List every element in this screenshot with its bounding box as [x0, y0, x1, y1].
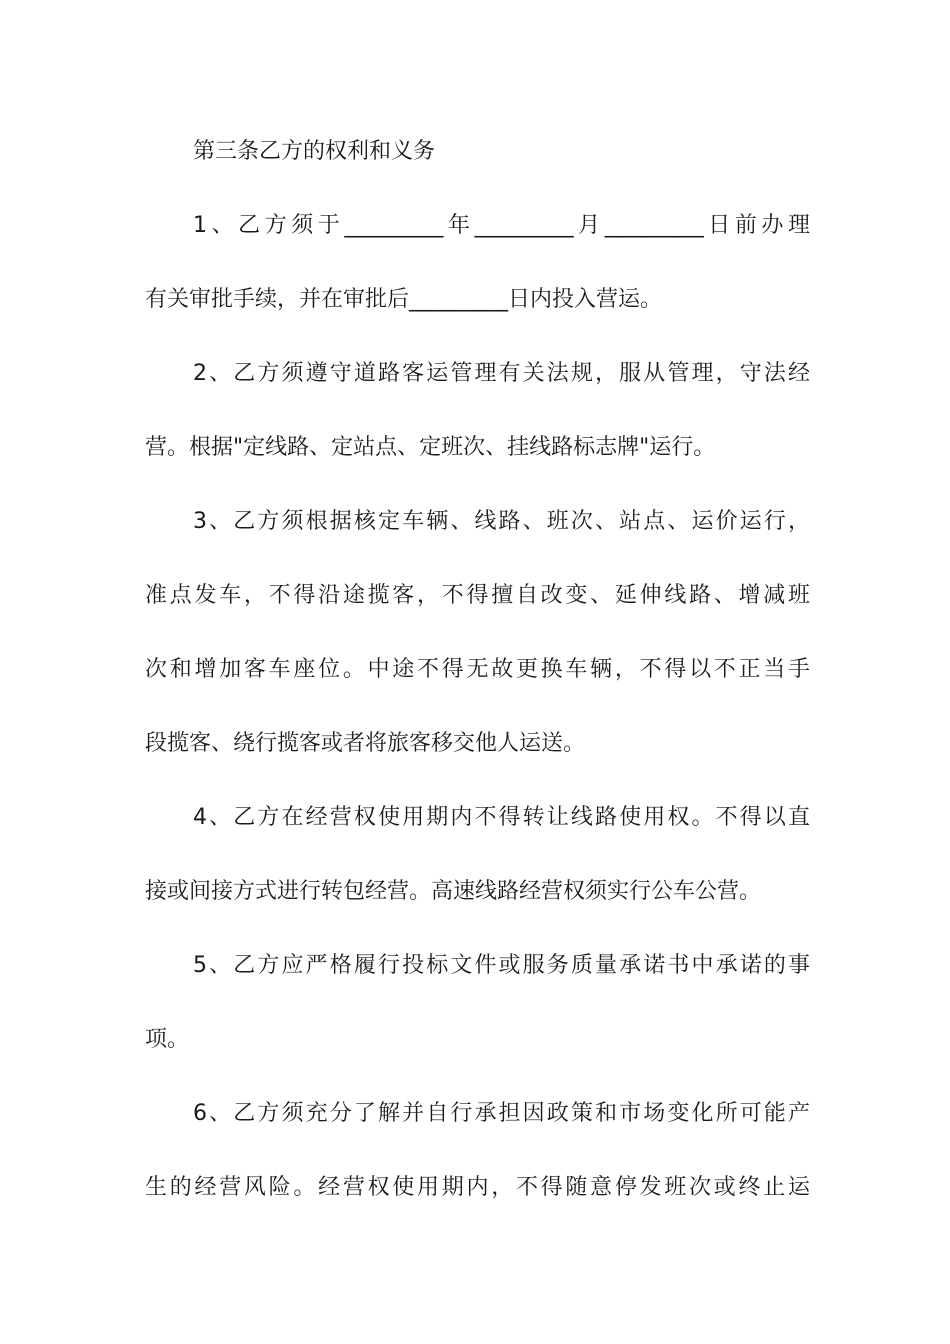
- paragraph-line: 3、乙方须根据核定车辆、线路、班次、站点、运价运行，: [193, 509, 810, 534]
- paragraph-line: 有关审批手续，并在审批后_________日内投入营运。: [145, 287, 663, 312]
- paragraph-line: 营。根据"定线路、定站点、定班次、挂线路标志牌"运行。: [145, 435, 716, 460]
- paragraph-line: 段揽客、绕行揽客或者将旅客移交他人运送。: [145, 731, 586, 756]
- paragraph-line: 接或间接方式进行转包经营。高速线路经营权须实行公车公营。: [145, 879, 762, 904]
- paragraph-line: 4、乙方在经营权使用期内不得转让线路使用权。不得以直: [193, 805, 810, 830]
- paragraph-line: 生的经营风险。经营权使用期内，不得随意停发班次或终止运: [145, 1175, 810, 1200]
- paragraph-line: 1、乙方须于_________年_________月_________日前办理: [193, 213, 810, 238]
- paragraph-line: 准点发车，不得沿途揽客，不得擅自改变、延伸线路、增减班: [145, 583, 810, 608]
- paragraph-line: 项。: [145, 1027, 190, 1052]
- paragraph-line: 次和增加客车座位。中途不得无故更换车辆，不得以不正当手: [145, 657, 810, 682]
- section-heading: 第三条乙方的权利和义务: [193, 139, 436, 164]
- paragraph-line: 6、乙方须充分了解并自行承担因政策和市场变化所可能产: [193, 1101, 810, 1126]
- paragraph-line: 2、乙方须遵守道路客运管理有关法规，服从管理，守法经: [193, 361, 810, 386]
- paragraph-line: 5、乙方应严格履行投标文件或服务质量承诺书中承诺的事: [193, 953, 810, 978]
